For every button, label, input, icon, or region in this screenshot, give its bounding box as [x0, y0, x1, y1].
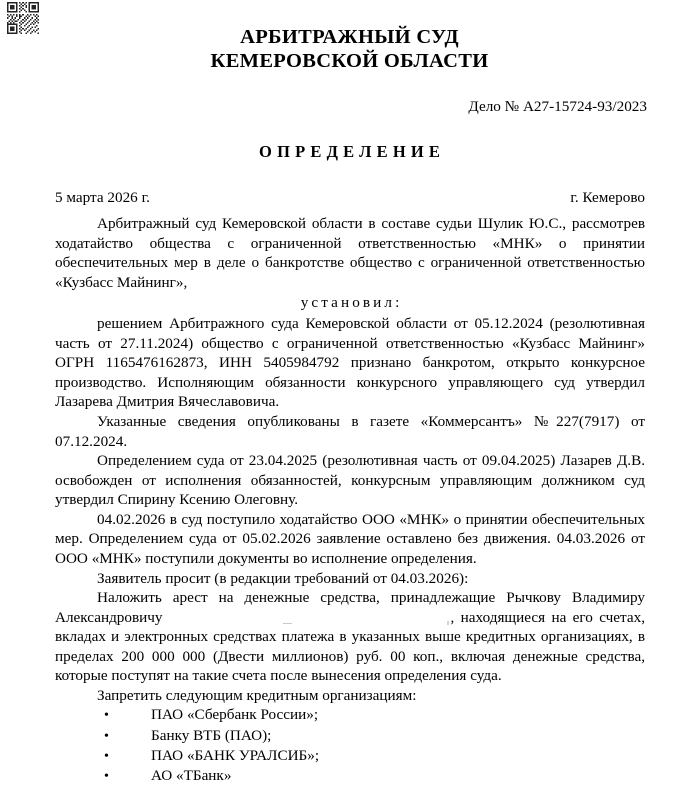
bank-list: [55, 705, 645, 786]
document-body: [0, 214, 699, 786]
paragraph-publication: Указанные сведения опубликованы в газете «Коммерсантъ» №227(7917) от 07.12.2024.: [55, 413, 645, 450]
ruling-keyword: установил:: [300, 294, 403, 312]
case-number: Дело № А27-15724-93/2023: [468, 97, 647, 115]
list-item: [55, 705, 645, 725]
bullet-icon: •: [104, 708, 109, 724]
paragraph-seizure-text-after-redaction: , находящиеся на его счетах, вкладах и электронных средствах платежа в указанных выше кредитных организациях, в пределах 200 000 000 (Двести миллионов) руб. 00 коп., включая денежные средства, которые поступят на такие счета после вынесения определения суда.: [55, 608, 645, 685]
paragraph-prohibit-intro: Запретить следующим кредитным организациям:: [97, 686, 417, 704]
bank-name: Банку ВТБ (ПАО);: [151, 726, 272, 744]
bullet-icon: •: [104, 728, 109, 744]
qr-code-icon: [7, 2, 39, 34]
paragraph-applicant-requests: Заявитель просит (в редакции требований от 04.03.2026):: [97, 569, 469, 587]
bank-name: АО «ТБанк»: [151, 767, 232, 785]
list-item: [55, 766, 645, 786]
paragraph-release: Определением суда от 23.04.2025 (резолютивная часть от 09.04.2025) Лазарев Д.В. освобожден от исполнения обязанностей, конкурсным управляющим должником суд утвердил Спирину Ксению Олеговну.: [55, 452, 645, 509]
paragraph-intro: Арбитражный суд Кемеровской области в составе судьи Шулик Ю.С., рассмотрев ходатайство общества с ограниченной ответственностью «МНК» о принятии обеспечительных мер в деле о банкротстве общество с ограниченной ответственностью «Кузбасс Майнинг»,: [55, 214, 645, 291]
court-title-line-1: АРБИТРАЖНЫЙ СУД: [240, 26, 459, 48]
bullet-icon: •: [104, 748, 109, 764]
list-item: [55, 746, 645, 766]
case-number-row: [0, 98, 699, 116]
bullet-icon: •: [104, 769, 109, 785]
bank-name: ПАО «БАНК УРАЛСИБ»;: [151, 746, 320, 764]
court-title: [0, 26, 699, 74]
document-kind-heading: ОПРЕДЕЛЕНИЕ: [259, 141, 446, 161]
document-city: г. Кемерово: [570, 188, 645, 206]
bank-name: ПАО «Сбербанк России»;: [151, 706, 319, 724]
document-header: [0, 0, 699, 74]
paragraph-seizure-text-before-redaction: Наложить арест на денежные средства, принадлежащие Рычкову Владимиру Александровичу: [55, 589, 645, 626]
list-item: [55, 726, 645, 746]
date-city-row: [0, 189, 699, 207]
court-title-line-2: КЕМЕРОВСКОЙ ОБЛАСТИ: [210, 49, 489, 72]
document-date: 5 марта 2026 г.: [55, 188, 150, 206]
paragraph-motion: 04.02.2026 в суд поступило ходатайство ООО «МНК» о принятии обеспечительных мер. Определением суда от 05.02.2026 заявление оставлено без движения. 04.03.2026 от ООО «МНК» поступили документы во исполнение определения.: [55, 510, 645, 567]
paragraph-seizure: [55, 588, 645, 686]
redacted-region: [163, 612, 451, 625]
paragraph-bankruptcy: решением Арбитражного суда Кемеровской области от 05.12.2024 (резолютивная часть от 27.11.2024) общество с ограниченной ответственностью «Кузбасс Майнинг» ОГРН 1165476162873, ИНН 5405984792 признано банкротом, открыто конкурсное производство. Исполняющим обязанности конкурсного управляющего суд утвердил Лазарева Дмитрия Вячеславовича.: [55, 315, 645, 411]
